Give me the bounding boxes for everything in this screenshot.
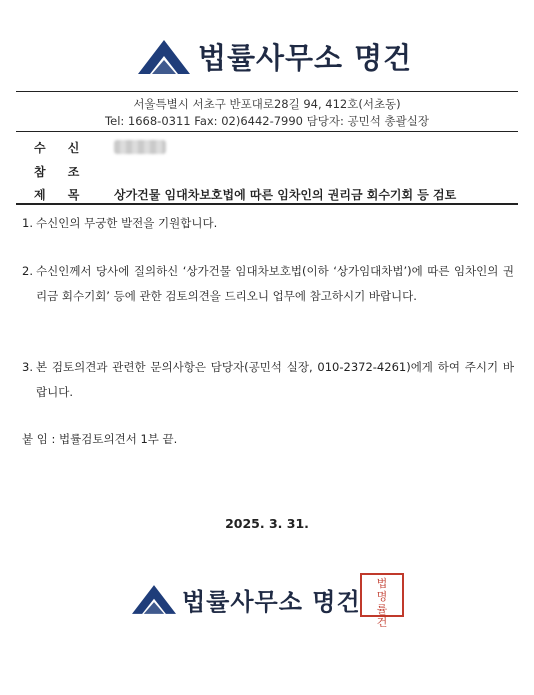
document-date: 2025. 3. 31. (225, 516, 309, 531)
paragraph-text: 수신인께서 당사에 질의하신 ‘상가건물 임대차보호법(이하 ‘상가임대차법’)에 따른 임차인의 권리금 회수기회’ 등에 관한 검토의견을 드리오니 업무에 참고하시기 바랍니다. (36, 264, 514, 303)
recipient-label: 수 신 (34, 141, 80, 155)
paragraph-number: 3. (22, 360, 33, 374)
footer-logo-icon (132, 580, 176, 614)
body-paragraph-2 (22, 259, 514, 309)
body-paragraph-3 (22, 355, 514, 405)
letterhead-top-rule (16, 91, 518, 92)
letterhead-address: 서울특별시 서초구 반포대로28길 94, 412호(서초동) (133, 97, 401, 111)
footer-firm-name: 법률사무소 명건 (182, 588, 361, 616)
body-paragraph-1 (22, 211, 514, 236)
paragraph-number: 1. (22, 216, 33, 230)
official-seal-stamp: 법 명 률 건 (360, 573, 404, 617)
firm-logo-icon (138, 34, 190, 74)
paragraph-number: 2. (22, 264, 33, 278)
subject-rule (16, 203, 518, 205)
letterhead-firm-name: 법률사무소 명건 (198, 41, 413, 75)
letterhead-contact: Tel: 1668-0311 Fax: 02)6442-7990 담당자: 공민석 총괄실장 (105, 114, 429, 128)
paragraph-text: 본 검토의견과 관련한 문의사항은 담당자(공민석 실장, 010-2372-4261)에게 하여 주시기 바랍니다. (36, 360, 514, 399)
recipient-redacted (114, 140, 166, 154)
reference-label: 참 조 (34, 165, 80, 179)
letterhead-bottom-rule (16, 131, 518, 132)
paragraph-text: 수신인의 무궁한 발전을 기원합니다. (36, 216, 218, 230)
subject-label: 제 목 (34, 188, 80, 202)
attachment-line: 붙 임 : 법률검토의견서 1부 끝. (22, 432, 178, 446)
subject-text: 상가건물 임대차보호법에 따른 임차인의 권리금 회수기회 등 검토 (114, 188, 457, 202)
